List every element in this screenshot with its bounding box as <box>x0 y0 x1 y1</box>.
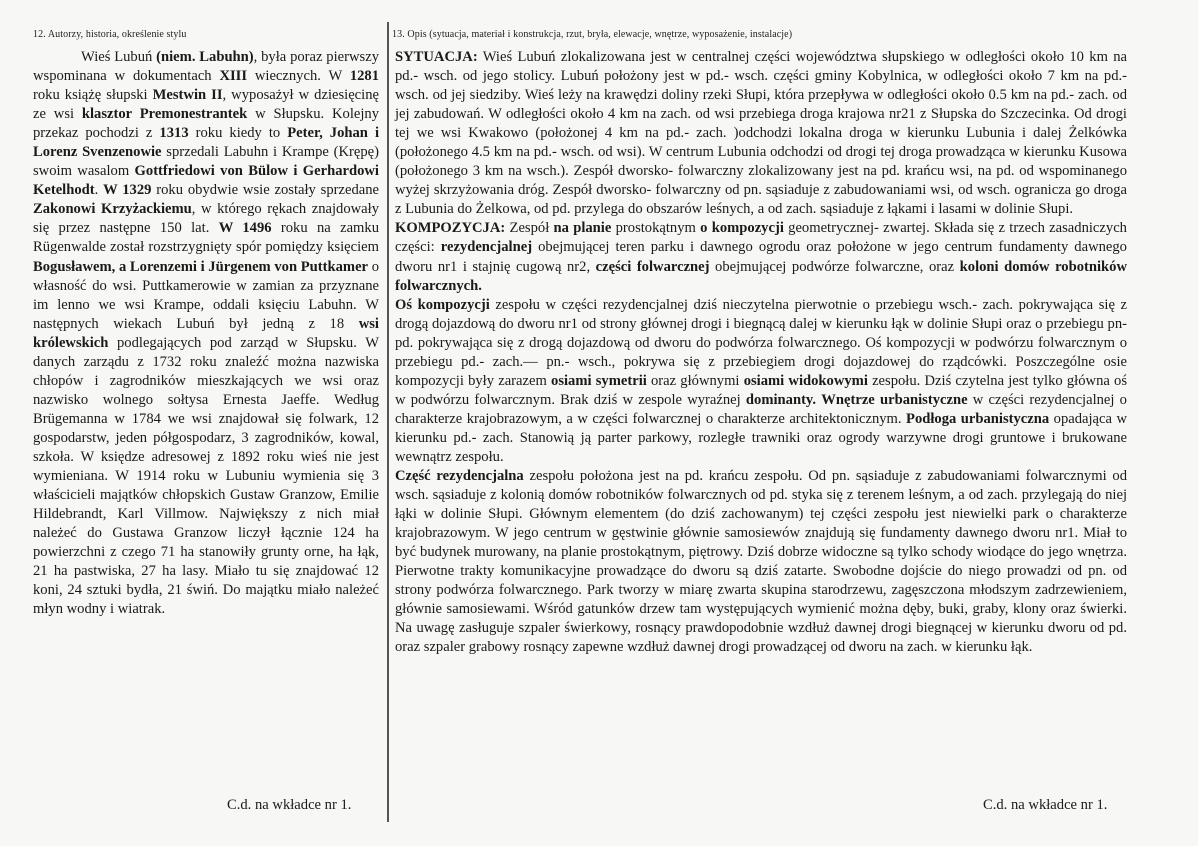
bold-text-run: o kompozycji <box>700 220 784 237</box>
bold-text-run: XIII <box>219 68 248 85</box>
history-text <box>33 48 379 619</box>
description-text <box>395 48 1127 658</box>
text-run: , w którego rękach znajdowały się przez następne 150 lat. <box>33 201 379 237</box>
text-run: . <box>94 182 104 199</box>
text-run: opadająca w kierunku pd.- zach. Stanowią ją parter parkowy, rozległe trawniki oraz ogrody warzywne drogi gruntowe i brukowane wewnątrz zespołu. <box>395 410 1128 465</box>
bold-text-run: Gottfriedowi von Bülow i Gerhardowi Ketelhodt <box>33 163 379 199</box>
bold-text-run: osiami widokowymi <box>743 372 868 389</box>
description-paragraph <box>395 296 1127 467</box>
text-run: prostokątnym <box>611 220 701 237</box>
bold-text-run: 1281 <box>349 68 379 85</box>
bold-text-run: Peter, Johan i Lorenz Svenzenowie <box>33 125 379 161</box>
text-run: obejmującej podwórze folwarczne, oraz <box>709 258 960 275</box>
text-run: roku obydwie wsie zostały sprzedane <box>151 182 380 199</box>
bold-text-run: osiami symetrii <box>551 372 647 389</box>
bold-text-run: klasztor Premonestrantek <box>81 106 248 123</box>
text-run: , wyposażył w dziesięcinę ze wsi <box>33 87 379 123</box>
text-run: o własność do wsi. Puttkamerowie w zamian za przyznane im lenno we wsi Krampe, oddali księciu Labuhn. W następnych wiekach Lubuń był jedną z 18 <box>33 258 379 332</box>
text-run: Wieś Lubuń zlokalizowana jest w centralnej części województwa słupskiego w odległości około 10 km na pd.- wsch. od jego stolicy. Lubuń położony jest w pd.- wsch. części gminy Kobylnica, w odległości około 7 km na pd.- wsch. od jej siedziby. Wieś leży na krawędzi doliny rzeki Słupi, która przepływa w odległości około 0.5 km na pd.- zach. od jej zabudowań. W odległości około 4 km na zach. od wsi przebiega droga krajowa nr21 z Słupska do Szczecinka. Od drogi tej we wsi Kwakowo (położonej 4 km na pd.- zach. )odchodzi lokalna droga w kierunku Lubunia i dalej Żelkówka (położonego 4.5 km na pd.- wsch. od wsi). W centrum Lubunia odchodzi od drogi tej droga prowadząca w kierunku Kusowa (położonego 3 km na wsch.). Zespół dworsko- folwarczny zlokalizowany jest na pd. krańcu wsi, na pd. od wspominanego wyżej skrzyżowania dróg. Zespół dworsko- folwarczny od pn. sąsiaduje z zabudowaniami wsi, od wsch. ogranicza go droga z Lubunia do Żelkowa, od pd. przylega do obszarów leśnych, a od zach. sąsiaduje z łąkami i lasami w dolinie Słupi. <box>395 49 1127 218</box>
right-continuation-note: C.d. na wkładce nr 1. <box>983 797 1108 813</box>
text-run: , była poraz pierwszy wspominana w dokumentach <box>33 49 379 85</box>
text-run: geometrycznej- zwartej. Składa się z trzech zasadniczych części: <box>395 220 1127 256</box>
text-run: wiecznych. W <box>247 68 350 85</box>
description-paragraph <box>395 48 1127 219</box>
bold-text-run: dominanty. <box>745 391 817 408</box>
bold-text-run: SYTUACJA: <box>395 49 478 65</box>
description-paragraph <box>395 219 1127 295</box>
bold-text-run: 1313 <box>159 125 189 142</box>
right-column-header: 13. Opis (sytuacja, materiał i konstrukcja, rzut, bryła, elewacje, wnętrze, wyposażenie, instalacje) <box>392 29 793 40</box>
bold-text-run: części folwarcznej <box>595 258 710 275</box>
description-paragraph <box>395 467 1127 657</box>
bold-text-run: Oś kompozycji <box>395 296 490 313</box>
text-run: roku kiedy to <box>188 125 288 142</box>
text-run: roku książę słupski <box>33 87 153 104</box>
bold-text-run: Część rezydencjalna <box>395 468 524 485</box>
text-run: w części rezydencjalnej o charakterze krajobrazowym, a w części folwarcznej o charakterze architektonicznym. <box>395 391 1127 427</box>
bold-text-run: KOMPOZYCJA: <box>395 220 506 237</box>
text-run: zespołu w części rezydencjalnej dziś nieczytelna pierwotnie o przebiegu wsch.- zach. pokrywająca się z drogą dojazdową do dworu nr1 od strony głównej drogi i biegnącą dalej w kierunku łąk w dolinie Słupi oraz o przebiegu pn- pd. pokrywająca się z drogą dojazdową od dworu do podwórza folwarcznego. Oś kompozycji w podwórzu folwarcznym o przebiegu pd.- zach.— pn.- wsch., pokrywa się z przebiegiem drogi dojazdowej do rządcówki. Poszczególne osie kompozycji były zarazem <box>395 296 1127 389</box>
bold-text-run: Wnętrze urbanistyczne <box>821 391 968 408</box>
bold-text-run: W 1496 <box>218 220 272 237</box>
text-run: roku na zamku Rügenwalde został rozstrzygnięty spór pomiędzy księciem <box>33 220 379 256</box>
text-run: Wieś Lubuń <box>81 49 157 65</box>
bold-text-run: Bogusławem, a Lorenzemi i Jürgenem von Puttkamer <box>33 258 369 275</box>
text-run: Zespół <box>505 220 554 237</box>
text-run: sprzedali Labuhn i Krampe (Krępę) swoim wasalom <box>33 144 379 180</box>
left-continuation-note: C.d. na wkładce nr 1. <box>227 797 352 813</box>
text-run: w Słupsku. Kolejny przekaz pochodzi z <box>33 106 379 142</box>
bold-text-run: rezydencjalnej <box>440 239 533 256</box>
bold-text-run: (niem. Labuhn) <box>156 49 254 65</box>
text-run: obejmującej teren parku i dawnego ogrodu oraz położone w jego centrum fundamenty dawnego dworu nr1 i stajnię cugową nr2, <box>395 239 1127 275</box>
text-run: zespołu. Dziś czytelna jest tylko główna oś w podwórzu folwarcznym. Brak dziś w zespole wyraźnej <box>395 372 1128 408</box>
column-divider <box>387 22 389 822</box>
bold-text-run: wsi królewskich <box>33 315 379 351</box>
bold-text-run: Zakonowi Krzyżackiemu <box>33 201 192 218</box>
text-run: zespołu położona jest na pd. krańcu zespołu. Od pn. sąsiaduje z zabudowaniami folwarcznymi od wsch. sąsiaduje z kolonią domów robotników folwarcznych od pd. styka się z terenem leśnym, a od zach. przylegają do niej łąki w dolinie Słupi. Głównym elementem (do dziś zachowanym) tej części zespołu jest niewielki park o charakterze krajobrazowym. W jego centrum w gęstwinie głównie samosiewów znajdują się fundamenty dawnego dworu nr1. Miał to być budynek murowany, na planie prostokątnym, piętrowy. Dziś dobrze widoczne są tylko schody wiodące do jego wnętrza. Pierwotne trakty komunikacyjne prowadzące do dworu są dziś zatarte. Swobodne dojście do niego prowadzi od pn. od strony podwórza folwarcznego. Park tworzy w miarę zwarta skupina starodrzewu, zagęszczona młodszym zadrzewieniem, głównie samosiewami. Wśród gatunków drzew tam występujących wymienić można dęby, buki, graby, klony oraz świerki. Na uwagę zasługuje szpaler świerkowy, rosnący prawdopodobnie wzdłuż dawnej drogi biegnącej w kierunku dworu od pd. oraz szpaler grabowy rosnący zapewne wzdłuż dawnej drogi prowadzącej od dworu na zach. w kierunku łąk. <box>395 468 1128 656</box>
left-column-header: 12. Autorzy, historia, określenie stylu <box>33 29 187 40</box>
bold-text-run: Mestwin II <box>152 87 223 104</box>
history-paragraph <box>33 48 379 619</box>
bold-text-run: na planie <box>553 220 612 237</box>
bold-text-run: koloni domów robotników folwarcznych. <box>395 258 1127 294</box>
text-run: oraz głównymi <box>646 372 744 389</box>
text-run: podlegających pod zarząd w Słupsku. W danych zarządu z 1732 roku znaleźć można nazwiska chłopów i zagrodników mieszkających we wsi oraz nazwisko wolnego sołtysa Ernesta Jaeffe. Według Brügemanna w 1784 we wsi znajdował się folwark, 12 gospodarstw, jeden półgospodarz, 3 zagrodników, kowal, szkoła. W księdze adresowej z 1892 roku wieś nie jest wymieniana. W 1914 roku w Lubuniu wymienia się 3 właścicieli majątków chłopskich Gustaw Granzow, Emilie Hildebrandt, Karl Villmow. Największy z nich miał należeć do Gustawa Granzow liczył łącznie 124 ha powierzchni z czego 71 ha stanowiły grunty orne, ha łąk, 21 ha pastwiska, 27 ha lasy. Miało tu się znajdować 12 koni, 24 sztuki bydła, 21 świń. Do majątku miało należeć młyn wodny i wiatrak. <box>33 334 379 618</box>
bold-text-run: Podłoga urbanistyczna <box>906 410 1050 427</box>
bold-text-run: W 1329 <box>103 182 152 199</box>
